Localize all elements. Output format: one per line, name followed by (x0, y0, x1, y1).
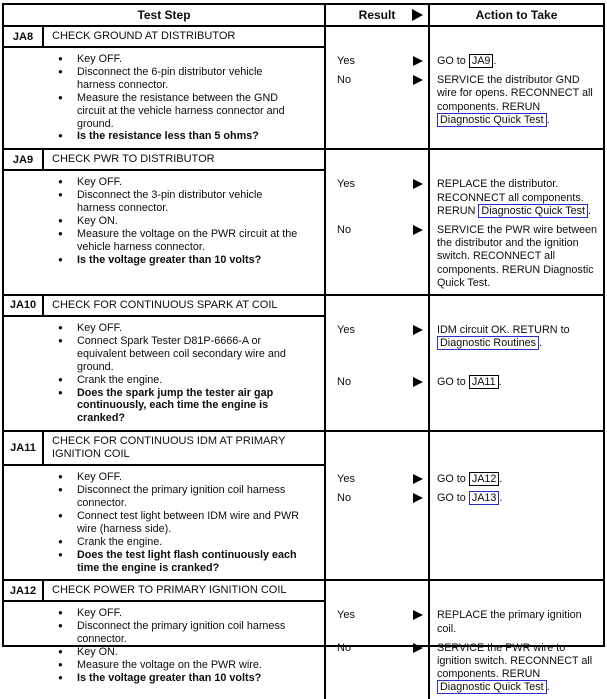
result-action-cell (326, 581, 603, 698)
bullet-item (58, 374, 302, 387)
action-text (430, 609, 603, 635)
bullet-text: Disconnect the primary ignition coil harness connector. (77, 484, 286, 510)
step-title: CHECK POWER TO PRIMARY IGNITION COIL (52, 584, 287, 597)
step-bullets (4, 317, 324, 430)
bullet-text: Disconnect the 6-pin distributor vehicle harness connector. (77, 65, 263, 91)
action-text-segment: REPLACE the primary ignition coil. (437, 609, 582, 635)
header-result-label: Result (358, 8, 396, 22)
bullet-question-text: Is the voltage greater than 10 volts? (77, 672, 262, 684)
step-title-bar (4, 27, 324, 48)
result-label: No (337, 641, 352, 654)
action-text-segment: . (498, 376, 502, 389)
bullet-icon: ● (58, 549, 63, 559)
action-text (430, 224, 603, 290)
bullet-text: Measure the resistance between the GND circuit at the vehicle harness connector and ground. (77, 91, 285, 130)
bullet-icon: ● (58, 177, 63, 187)
bullet-icon: ● (58, 510, 63, 520)
step-id: JA10 (4, 296, 44, 315)
step-bullets (4, 171, 324, 271)
result-action-pair (326, 224, 603, 290)
step-title: CHECK FOR CONTINUOUS IDM AT PRIMARY IGNITION COIL (52, 435, 286, 461)
bullet-icon: ● (58, 647, 63, 657)
bullet-item (58, 510, 302, 536)
bullet-text: Key OFF. (77, 607, 122, 620)
bullet-icon: ● (58, 608, 63, 618)
result-cell (326, 473, 430, 486)
bullet-text: Key ON. (77, 215, 118, 228)
bullet-text: Key OFF. (77, 176, 122, 189)
bullet-icon: ● (58, 621, 63, 631)
diagnostic-table (2, 3, 605, 694)
bullet-icon: ● (58, 66, 63, 76)
result-arrow-icon (413, 643, 423, 653)
bullet-text: Crank the engine. (77, 535, 163, 548)
step-id: JA12 (4, 581, 44, 600)
result-cell (326, 74, 430, 127)
step-title: CHECK PWR TO DISTRIBUTOR (52, 153, 215, 166)
result-action-cell (326, 432, 603, 579)
link-ja9[interactable]: JA9 (469, 54, 494, 68)
bullet-question-text: Is the voltage greater than 10 volts? (77, 253, 262, 266)
action-text (430, 178, 603, 218)
result-arrow-icon (413, 75, 423, 85)
bullet-icon: ● (58, 673, 63, 682)
step-title-bar (4, 581, 324, 602)
bullet-text: Crank the engine. (77, 373, 163, 386)
action-text-segment: GO to (437, 55, 469, 67)
steps-body (4, 27, 603, 699)
result-label: Yes (337, 178, 355, 191)
step-title: CHECK FOR CONTINUOUS SPARK AT COIL (52, 298, 278, 311)
link-diagnostic-quick-test[interactable]: Diagnostic Quick Test (478, 204, 588, 218)
result-action-pair (326, 74, 603, 127)
step-bullets (4, 602, 324, 689)
action-text (430, 492, 603, 505)
action-text-segment: . (588, 204, 592, 217)
bullet-icon: ● (58, 228, 63, 238)
action-text-segment: . (546, 113, 550, 126)
bullet-icon: ● (58, 485, 63, 495)
result-label: No (337, 223, 352, 236)
result-action-pair (326, 55, 603, 68)
test-step-cell (4, 581, 326, 698)
result-label: No (337, 376, 352, 389)
result-cell (326, 224, 430, 290)
bullet-text: Measure the voltage on the PWR circuit at the vehicle harness connector. (77, 227, 298, 253)
test-step-row-ja10 (4, 296, 603, 432)
bullet-item (58, 335, 302, 374)
bullet-item (58, 549, 302, 575)
action-text-segment: SERVICE the distributor GND wire for opens. RECONNECT all components. RERUN (437, 74, 593, 113)
bullet-item (58, 176, 302, 189)
bullet-icon: ● (58, 322, 63, 332)
result-action-pair (326, 178, 603, 218)
result-action-pair (326, 376, 603, 389)
step-title-bar (4, 150, 324, 171)
bullet-icon: ● (58, 216, 63, 226)
bullet-item (58, 53, 302, 66)
result-label: Yes (337, 55, 355, 67)
test-step-row-ja9 (4, 150, 603, 296)
action-text-segment: IDM circuit OK. RETURN to (437, 323, 570, 336)
step-title-bar (4, 296, 324, 317)
result-arrow-icon (413, 474, 423, 484)
step-id: JA8 (4, 27, 44, 46)
bullet-icon: ● (58, 472, 63, 482)
action-text-segment: GO to (437, 376, 469, 389)
test-step-cell (4, 150, 326, 294)
bullet-icon: ● (58, 374, 63, 384)
result-action-cell (326, 150, 603, 294)
header-test-step-label: Test Step (137, 8, 191, 22)
link-diagnostic-quick-test[interactable]: Diagnostic Quick Test (437, 113, 547, 127)
result-arrow-icon (413, 377, 423, 387)
header-result (326, 5, 430, 25)
bullet-item (58, 659, 302, 672)
bullet-icon: ● (58, 335, 63, 345)
header-arrow-icon (412, 9, 423, 21)
bullet-icon: ● (58, 190, 63, 200)
link-ja11[interactable]: JA11 (469, 375, 499, 389)
action-text-segment: . (499, 473, 503, 486)
bullet-item (58, 322, 302, 335)
result-arrow-icon (413, 225, 423, 235)
header-action-label: Action to Take (475, 8, 558, 22)
bullet-item (58, 484, 302, 510)
action-text (430, 55, 603, 68)
bullet-text: Key OFF. (77, 53, 122, 65)
bullet-icon: ● (58, 536, 63, 546)
result-cell (326, 55, 430, 68)
header-action (430, 5, 603, 25)
bullet-text: Measure the voltage on the PWR wire. (77, 659, 262, 672)
result-cell (326, 324, 430, 350)
action-text-segment: GO to (437, 492, 469, 505)
step-bullets (4, 466, 324, 579)
result-arrow-icon (413, 610, 423, 620)
test-step-row-ja12 (4, 581, 603, 698)
bullet-item (58, 66, 302, 92)
result-arrow-icon (413, 179, 423, 189)
step-id: JA11 (4, 432, 44, 464)
result-cell (326, 376, 430, 389)
bullet-item (58, 189, 302, 215)
bullet-item (58, 536, 302, 549)
header-test-step (4, 5, 326, 25)
action-text-segment: . (539, 337, 543, 350)
bullet-question-text: Does the test light flash continuously each time the engine is cranked? (77, 548, 297, 574)
result-action-pair (326, 492, 603, 505)
result-label: Yes (337, 323, 355, 336)
bullet-item (58, 130, 302, 143)
bullet-text: Disconnect the 3-pin distributor vehicle harness connector. (77, 189, 263, 215)
step-id: JA9 (4, 150, 44, 169)
bullet-text: Disconnect the primary ignition coil harness connector. (77, 620, 286, 646)
bullet-icon: ● (58, 254, 63, 264)
result-label: Yes (337, 609, 355, 622)
action-text-segment: . (546, 681, 550, 694)
result-action-cell (326, 296, 603, 430)
action-text-segment: SERVICE the PWR wire between the distributor and the ignition switch. RECONNECT all components. RERUN Diagnostic Quick Test. (437, 223, 598, 289)
bullet-item (58, 672, 302, 685)
bullet-item (58, 254, 302, 267)
link-ja13[interactable]: JA13 (469, 491, 500, 505)
action-text (430, 473, 603, 486)
result-action-pair (326, 609, 603, 635)
result-label: Yes (337, 473, 355, 486)
bullet-question-text: Is the resistance less than 5 ohms? (77, 130, 259, 143)
action-text-segment: . (499, 492, 503, 505)
bullet-text: Key ON. (77, 646, 118, 659)
result-action-cell (326, 27, 603, 148)
link-diagnostic-routines[interactable]: Diagnostic Routines (437, 336, 539, 350)
result-label: No (337, 492, 352, 505)
bullet-item (58, 607, 302, 620)
action-text-segment: GO to (437, 473, 469, 486)
test-step-cell (4, 432, 326, 579)
bullet-item (58, 646, 302, 659)
result-arrow-icon (413, 493, 423, 503)
test-step-cell (4, 296, 326, 430)
bullet-text: Connect test light between IDM wire and PWR wire (harness side). (77, 509, 300, 535)
step-title: CHECK GROUND AT DISTRIBUTOR (52, 30, 236, 42)
bullet-item (58, 228, 302, 254)
bullet-icon: ● (58, 54, 63, 63)
link-diagnostic-quick-test[interactable]: Diagnostic Quick Test (437, 680, 547, 694)
step-bullets (4, 48, 324, 148)
bullet-text: Connect Spark Tester D81P-6666-A or equivalent between coil secondary wire and ground. (77, 334, 286, 373)
action-text (430, 376, 603, 389)
result-action-pair (326, 324, 603, 350)
action-text (430, 74, 603, 127)
result-cell (326, 492, 430, 505)
result-action-pair (326, 473, 603, 486)
bullet-item (58, 471, 302, 484)
test-step-row-ja8 (4, 27, 603, 150)
bullet-item (58, 92, 302, 131)
bullet-icon: ● (58, 387, 63, 397)
action-text-segment: REPLACE the distributor. RECONNECT all components. RERUN (437, 178, 584, 217)
action-text (430, 324, 603, 350)
test-step-cell (4, 27, 326, 148)
bullet-icon: ● (58, 660, 63, 670)
bullet-text: Key OFF. (77, 321, 122, 334)
test-step-row-ja11 (4, 432, 603, 581)
bullet-question-text: Does the spark jump the tester air gap continuously, each time the engine is cranked? (77, 386, 274, 425)
result-arrow-icon (413, 56, 423, 66)
result-label: No (337, 74, 352, 87)
result-cell (326, 609, 430, 635)
action-text-segment: . (493, 55, 497, 67)
bullet-icon: ● (58, 92, 63, 102)
link-ja12[interactable]: JA12 (469, 472, 500, 486)
result-cell (326, 178, 430, 218)
bullet-item (58, 215, 302, 228)
action-text-segment: SERVICE the PWR wire to ignition switch. RECONNECT all components. RERUN (437, 641, 593, 681)
bullet-text: Key OFF. (77, 471, 122, 484)
bullet-item (58, 620, 302, 646)
table-header (4, 5, 603, 27)
bullet-item (58, 387, 302, 426)
result-arrow-icon (413, 325, 423, 335)
bullet-icon: ● (58, 131, 63, 141)
step-title-bar (4, 432, 324, 466)
